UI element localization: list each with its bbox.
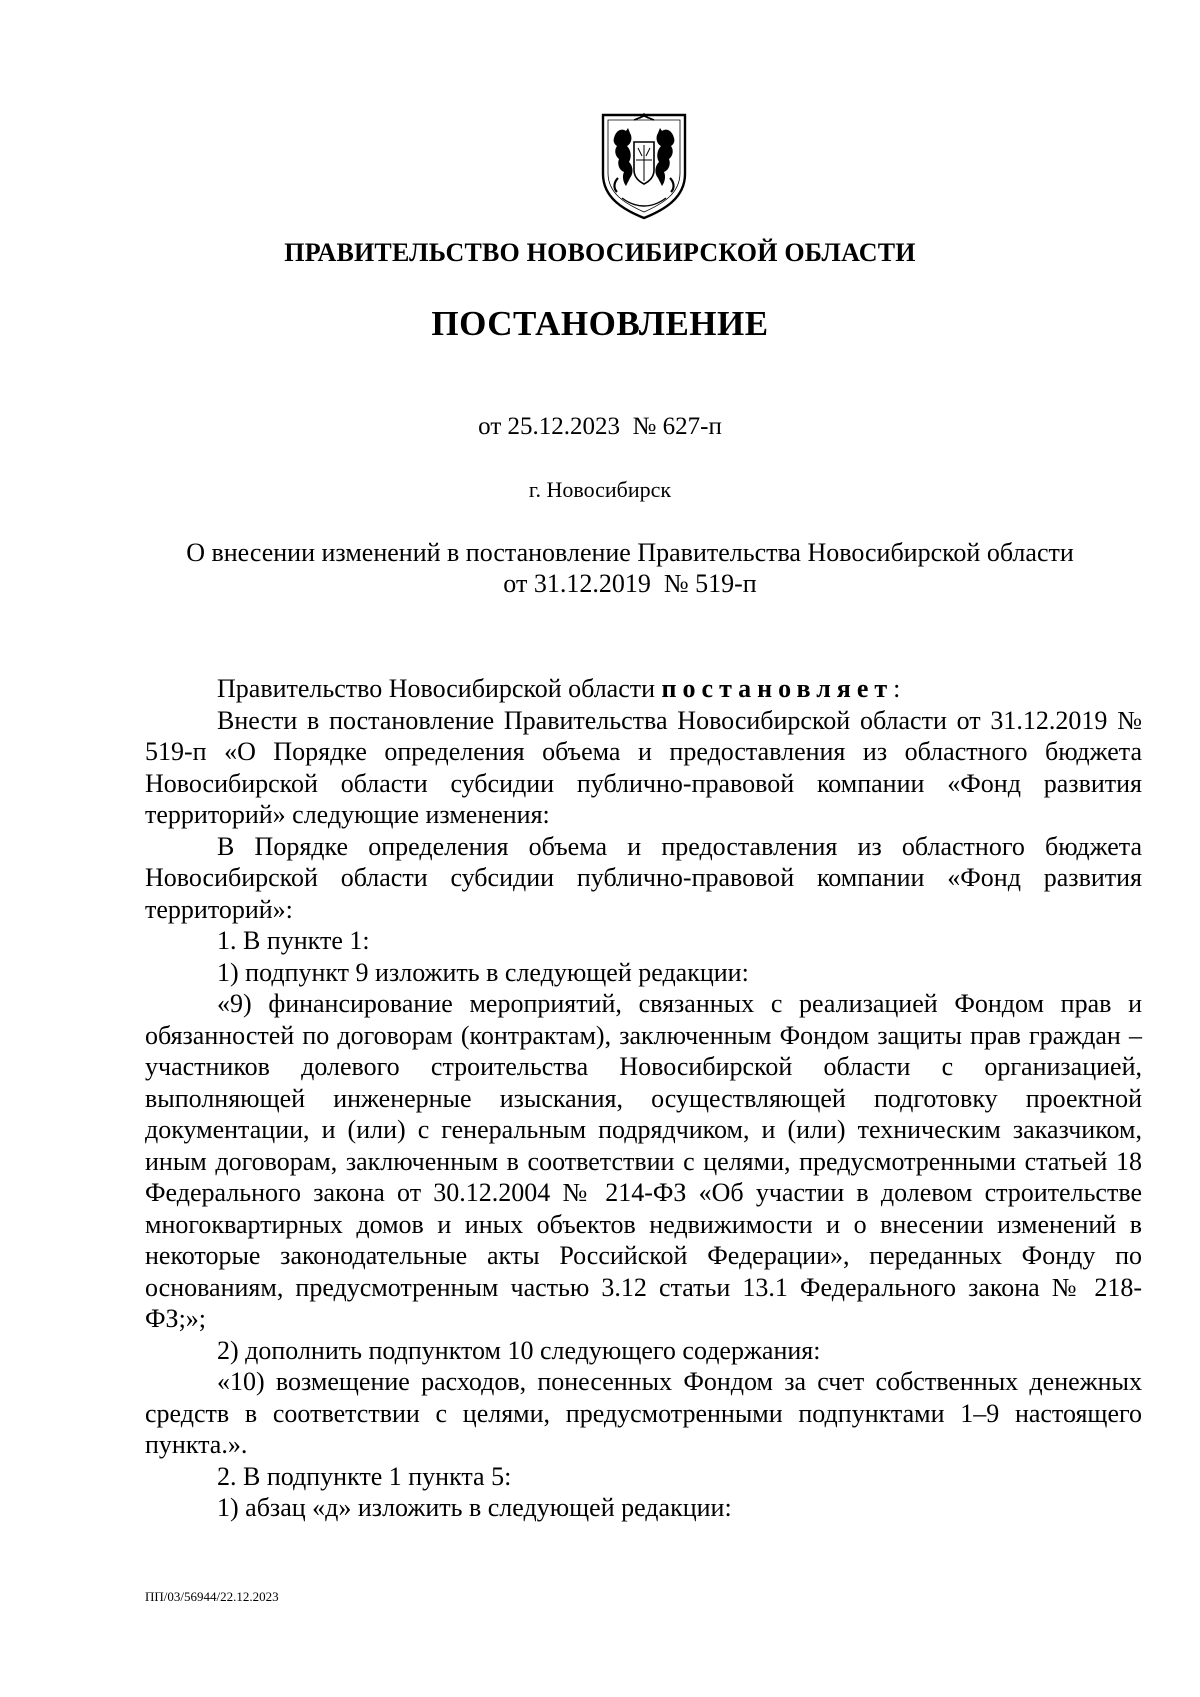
- intro-tail: :: [893, 674, 901, 703]
- novosibirsk-coat-of-arms-icon: [600, 112, 688, 220]
- intro-paragraph: [145, 673, 1142, 705]
- subject-line-1: О внесении изменений в постановление Правительства Новосибирской области: [186, 538, 1074, 567]
- body-paragraph: «9) финансирование мероприятий, связанных с реализацией Фондом прав и обязанностей по договорам (контрактам), заключенным Фондом защиты прав граждан – участников долевого строительства Новосибирской области с организацией, выполняющей инженерные изыскания, осуществляющей подготовку проектной документации, и (или) с генеральным подрядчиком, и (или) техническим заказчиком, иным договорам, заключенным в соответствии с целями, предусмотренными статьей 18 Федерального закона от 30.12.2004 № 214-ФЗ «Об участии в долевом строительстве многоквартирных домов и иных объектов недвижимости и о внесении изменений в некоторые законодательные акты Российской Федерации», переданных Фонду по основаниям, предусмотренным частью 3.12 статьи 13.1 Федерального закона № 218-ФЗ;»;: [145, 989, 1142, 1333]
- city-line: г. Новосибирск: [528, 477, 672, 502]
- body-paragraph: В Порядке определения объема и предоставления из областного бюджета Новосибирской области субсидии публично-правовой компании «Фонд развития территорий»:: [145, 831, 1142, 924]
- document-subject: [130, 537, 1130, 599]
- date-and-number: от 25.12.2023 № 627-п: [478, 413, 722, 440]
- subject-line-2: от 31.12.2019 № 519-п: [503, 569, 757, 598]
- intro-lead: Правительство Новосибирской области: [217, 674, 656, 703]
- document-type: ПОСТАНОВЛЕНИЕ: [431, 304, 769, 343]
- body-paragraph: 2) дополнить подпунктом 10 следующего содержания:: [217, 1335, 821, 1365]
- body-paragraph: 2. В подпункте 1 пункта 5:: [217, 1461, 512, 1491]
- intro-verb: постановляет: [661, 674, 894, 703]
- document-footer-code: ПП/03/56944/22.12.2023: [145, 1589, 279, 1604]
- authority-title: ПРАВИТЕЛЬСТВО НОВОСИБИРСКОЙ ОБЛАСТИ: [284, 238, 916, 267]
- body-paragraph: 1. В пункте 1:: [217, 926, 370, 955]
- body-paragraph: «10) возмещение расходов, понесенных Фондом за счет собственных денежных средств в соответствии с целями, предусмотренными подпунктами 1–9 настоящего пункта.».: [145, 1367, 1142, 1459]
- document-body: [145, 673, 1142, 1524]
- body-paragraph: Внести в постановление Правительства Новосибирской области от 31.12.2019 № 519-п «О Порядке определения объема и предоставления из областного бюджета Новосибирской области субсидии публично-правовой компании «Фонд развития территорий» следующие изменения:: [145, 705, 1142, 829]
- body-paragraph: 1) абзац «д» изложить в следующей редакции:: [217, 1493, 732, 1522]
- body-paragraph: 1) подпункт 9 изложить в следующей редакции:: [217, 957, 749, 987]
